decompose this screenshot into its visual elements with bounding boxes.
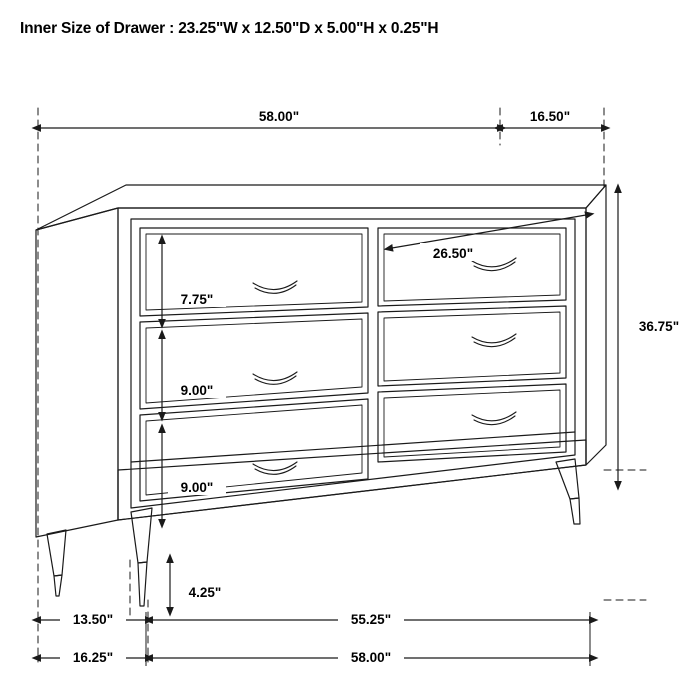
dim-drawer-front-width: 26.50" [432, 246, 474, 261]
drawer-handles [253, 258, 516, 474]
dim-top-depth: 16.50" [529, 109, 571, 124]
dresser-right-side [586, 185, 606, 465]
dim-side-depth: 13.50" [72, 612, 114, 627]
dim-top-width: 58.00" [258, 109, 300, 124]
dim-overall-height: 36.75" [638, 319, 680, 334]
dimension-labels [60, 106, 692, 665]
dim-drawer-height-3: 9.00" [180, 480, 214, 495]
dim-drawer-height-1: 7.75" [180, 292, 214, 307]
drawer-right-bottom [378, 384, 566, 462]
dresser-left-side [36, 208, 118, 537]
dim-drawer-height-2: 9.00" [180, 383, 214, 398]
dim-overall-width: 58.00" [350, 650, 392, 665]
dim-leg-height: 4.25" [188, 585, 222, 600]
drawer-right-top [378, 228, 566, 306]
dim-side-depth-outer: 16.25" [72, 650, 114, 665]
dresser-legs [47, 459, 580, 606]
page-title: Inner Size of Drawer : 23.25"W x 12.50"D x 5.00"H x 0.25"H [20, 20, 439, 37]
dim-base-width: 55.25" [350, 612, 392, 627]
dimension-lines [40, 128, 618, 666]
base-rail-line [131, 432, 575, 462]
